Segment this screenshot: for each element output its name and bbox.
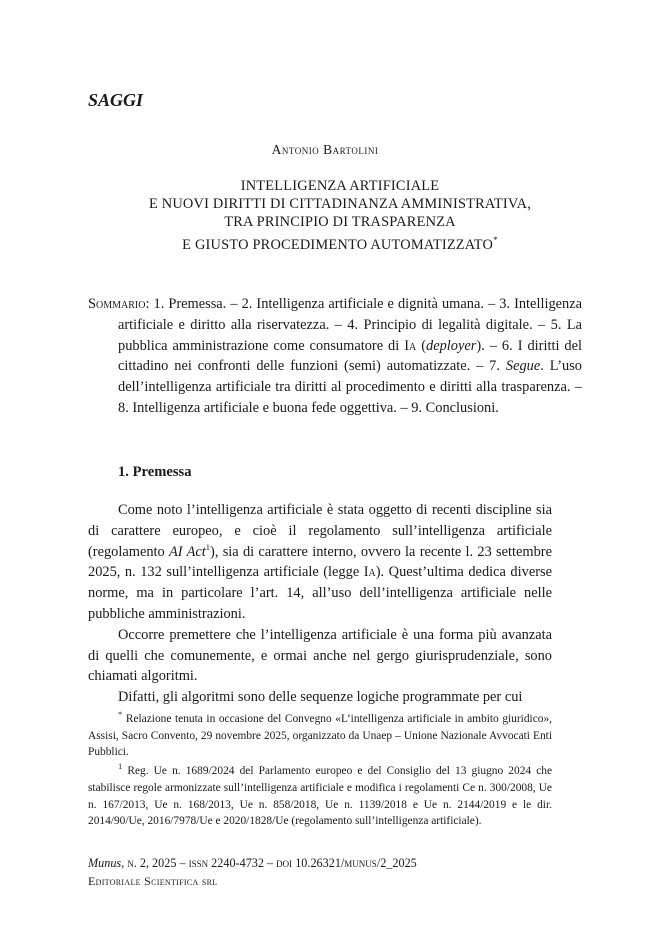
paragraph: Occorre premettere che l’intelligenza artificiale è una forma più avanzata di quelli che comunemente, e ormai anche nel gergo giurisprudenziale, sono chiamati algoritmi.: [88, 626, 552, 685]
author-name: Antonio Bartolini: [271, 142, 379, 157]
footnotes: [88, 711, 552, 832]
article-title: [60, 177, 620, 254]
title-line: INTELLIGENZA ARTIFICIALE: [240, 178, 440, 194]
footnote: $^1$ Reg. Ue n. 1689/2024 del Parlamento europeo e del Consiglio del 13 giugno 2024 che stabilisce regole armonizzate sull’intelligenza artificiale e modifica i regolamenti Ce n. 300/2008, Ue n. 167/2013, Ue n. 168/2013, Ue n. 858/2018, Ue n. 1139/2018 e Ue n. 2144/2019 e le dir. 2014/90/Ue, 2016/7978/Ue e 2020/1828/Ue (regolamento sull’intelligenza artificiale).: [88, 761, 552, 828]
footnote: * Relazione tenuta in occasione del Convegno «L’intelligenza artificiale in ambito giuridico», Assisi, Sacro Convento, 29 novembre 2025, organizzato da Unaep – Unione Nazionale Avvocati Enti Pubblici.: [88, 709, 552, 759]
footnote-marker: *: [118, 709, 123, 720]
publisher: Editoriale Scientifica srl: [88, 874, 218, 888]
paragraph: Come noto l’intelligenza artificiale è stata oggetto di recenti discipline sia di carattere europeo, e cioè il regolamento sull’intelligenza artificiale (regolamento AI Act$^1$), sia di carattere interno, ovvero la recente l. 23 settembre 2025, n. 132 sull’intelligenza artificiale (legge Ia). Quest’ultima dedica diverse norme, ma in particolare l’art. 14, all’uso dell’intelligenza artificiale nelle pubbliche amministrazioni.: [88, 502, 552, 622]
title-line: E NUOVI DIRITTI DI CITTADINANZA AMMINISTRATIVA,: [148, 196, 532, 212]
footnote-marker: 1: [118, 761, 123, 772]
body-text: [88, 500, 552, 708]
section-label: SAGGI: [88, 90, 144, 110]
section-heading: 1. Premessa: [118, 464, 192, 480]
summary-label: Sommario: [88, 296, 146, 312]
footnote-marker[interactable]: *: [493, 235, 498, 245]
summary: Sommario: 1. Premessa. – 2. Intelligenza artificiale e dignità umana. – 3. Intelligenza artificiale e diritto alla riservatezza. – 4. Principio di legalità digitale. – 5. La pubblica amministrazione come consumatore di Ia (deployer). – 6. I diritti del cittadino nei confronti delle funzioni (semi) automatizzate. – 7. Segue. L’uso dell’intelligenza artificiale tra diritti al procedimento e diritti alla trasparenza. – 8. Intelligenza artificiale e buona fede oggettiva. – 9. Conclusioni.: [88, 296, 583, 416]
footnote-ref[interactable]: 1: [205, 541, 211, 552]
title-line: E GIUSTO PROCEDIMENTO AUTOMATIZZATO*: [182, 235, 498, 253]
journal-citation: Munus, n. 2, 2025 – issn 2240-4732 – doi 10.26321/munus/2_2025: [88, 856, 417, 870]
title-line: TRA PRINCIPIO DI TRASPARENZA: [224, 214, 456, 230]
paragraph: Difatti, gli algoritmi sono delle sequenze logiche programmate per cui: [118, 689, 523, 706]
